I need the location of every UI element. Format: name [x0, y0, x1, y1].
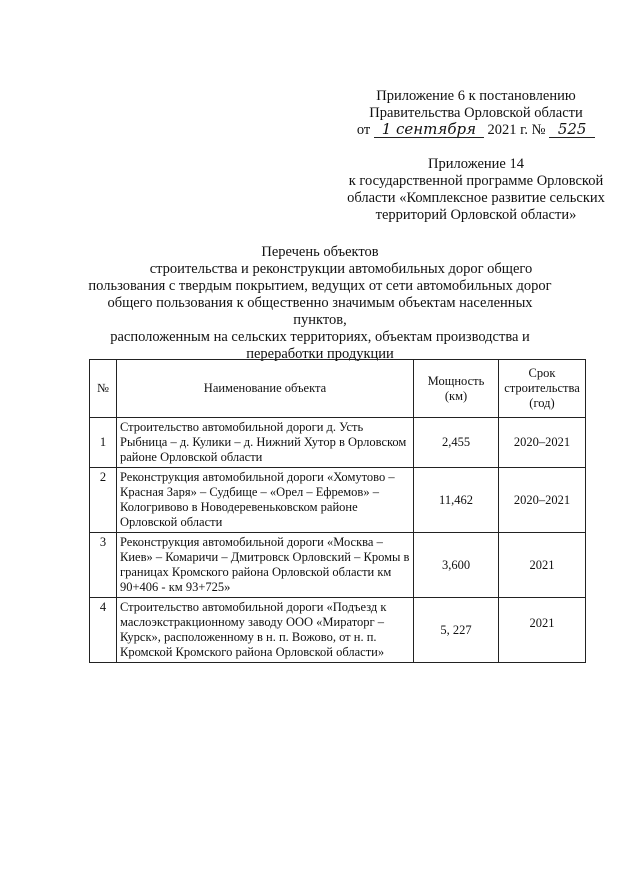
document-title — [80, 244, 560, 363]
table-row — [90, 418, 586, 468]
decree-date-line — [330, 122, 622, 139]
appendix-6-line-1: Приложение 6 к постановлению — [376, 88, 576, 104]
title-line-6: переработки продукции — [246, 346, 394, 362]
row-name: Реконструкция автомобильной дороги «Москва – Киев» – Комаричи – Дмитровск Орловский – Кромы в границах Кромского района Орловской области км 90+406 - км 93+725» — [117, 533, 414, 598]
row-capacity: 11,462 — [414, 468, 499, 533]
row-name: Строительство автомобильной дороги «Подъезд к маслоэкстракционному заводу ООО «Мираторг – Курск», расположенному в н. п. Вожово, от н. п. Кромской Кромского района Орловской области» — [117, 598, 414, 663]
appendix-14-header — [330, 156, 622, 224]
table-row — [90, 533, 586, 598]
header-term: Срок строительства (год) — [499, 360, 586, 418]
title-line-5: расположенным на сельских территориях, объектам производства и — [110, 329, 530, 345]
row-name: Реконструкция автомобильной дороги «Хомутово – Красная Заря» – Судбище – «Орел – Ефремов» – Кологривово в Новодеревеньковском районе Орловской области — [117, 468, 414, 533]
table-header-row — [90, 360, 586, 418]
row-capacity: 3,600 — [414, 533, 499, 598]
header-num: № — [90, 360, 117, 418]
row-capacity: 5, 227 — [414, 598, 499, 663]
row-term: 2021 — [499, 598, 586, 663]
row-name: Строительство автомобильной дороги д. Усть Рыбница – д. Кулики – д. Нижний Хутор в Орловском районе Орловской области — [117, 418, 414, 468]
row-term: 2020–2021 — [499, 418, 586, 468]
table-row — [90, 598, 586, 663]
appendix-14-line-4: территорий Орловской области» — [375, 207, 577, 223]
handwritten-number: 525 — [549, 122, 595, 138]
row-term: 2021 — [499, 533, 586, 598]
row-capacity: 2,455 — [414, 418, 499, 468]
appendix-14-line-1: Приложение 14 — [428, 156, 524, 172]
row-num: 1 — [90, 418, 117, 468]
header-capacity: Мощность (км) — [414, 360, 499, 418]
date-prefix: от — [356, 122, 371, 138]
row-num: 3 — [90, 533, 117, 598]
title-line-1: Перечень объектов — [261, 244, 379, 260]
year-part: 2021 г. № — [487, 122, 546, 138]
appendix-14-line-3: области «Комплексное развитие сельских — [347, 190, 605, 206]
appendix-6-header — [330, 88, 622, 139]
row-num: 4 — [90, 598, 117, 663]
row-term: 2020–2021 — [499, 468, 586, 533]
title-line-4: общего пользования к общественно значимым объектам населенных пунктов, — [107, 295, 533, 328]
appendix-6-line-2: Правительства Орловской области — [369, 105, 583, 121]
appendix-14-line-2: к государственной программе Орловской — [348, 173, 604, 189]
handwritten-date: 1 сентября — [374, 122, 484, 138]
table-row — [90, 468, 586, 533]
objects-table — [89, 359, 586, 663]
title-line-3: пользования с твердым покрытием, ведущих от сети автомобильных дорог — [88, 278, 552, 294]
header-name: Наименование объекта — [117, 360, 414, 418]
title-line-2: строительства и реконструкции автомобильных дорог общего — [149, 261, 533, 277]
row-num: 2 — [90, 468, 117, 533]
